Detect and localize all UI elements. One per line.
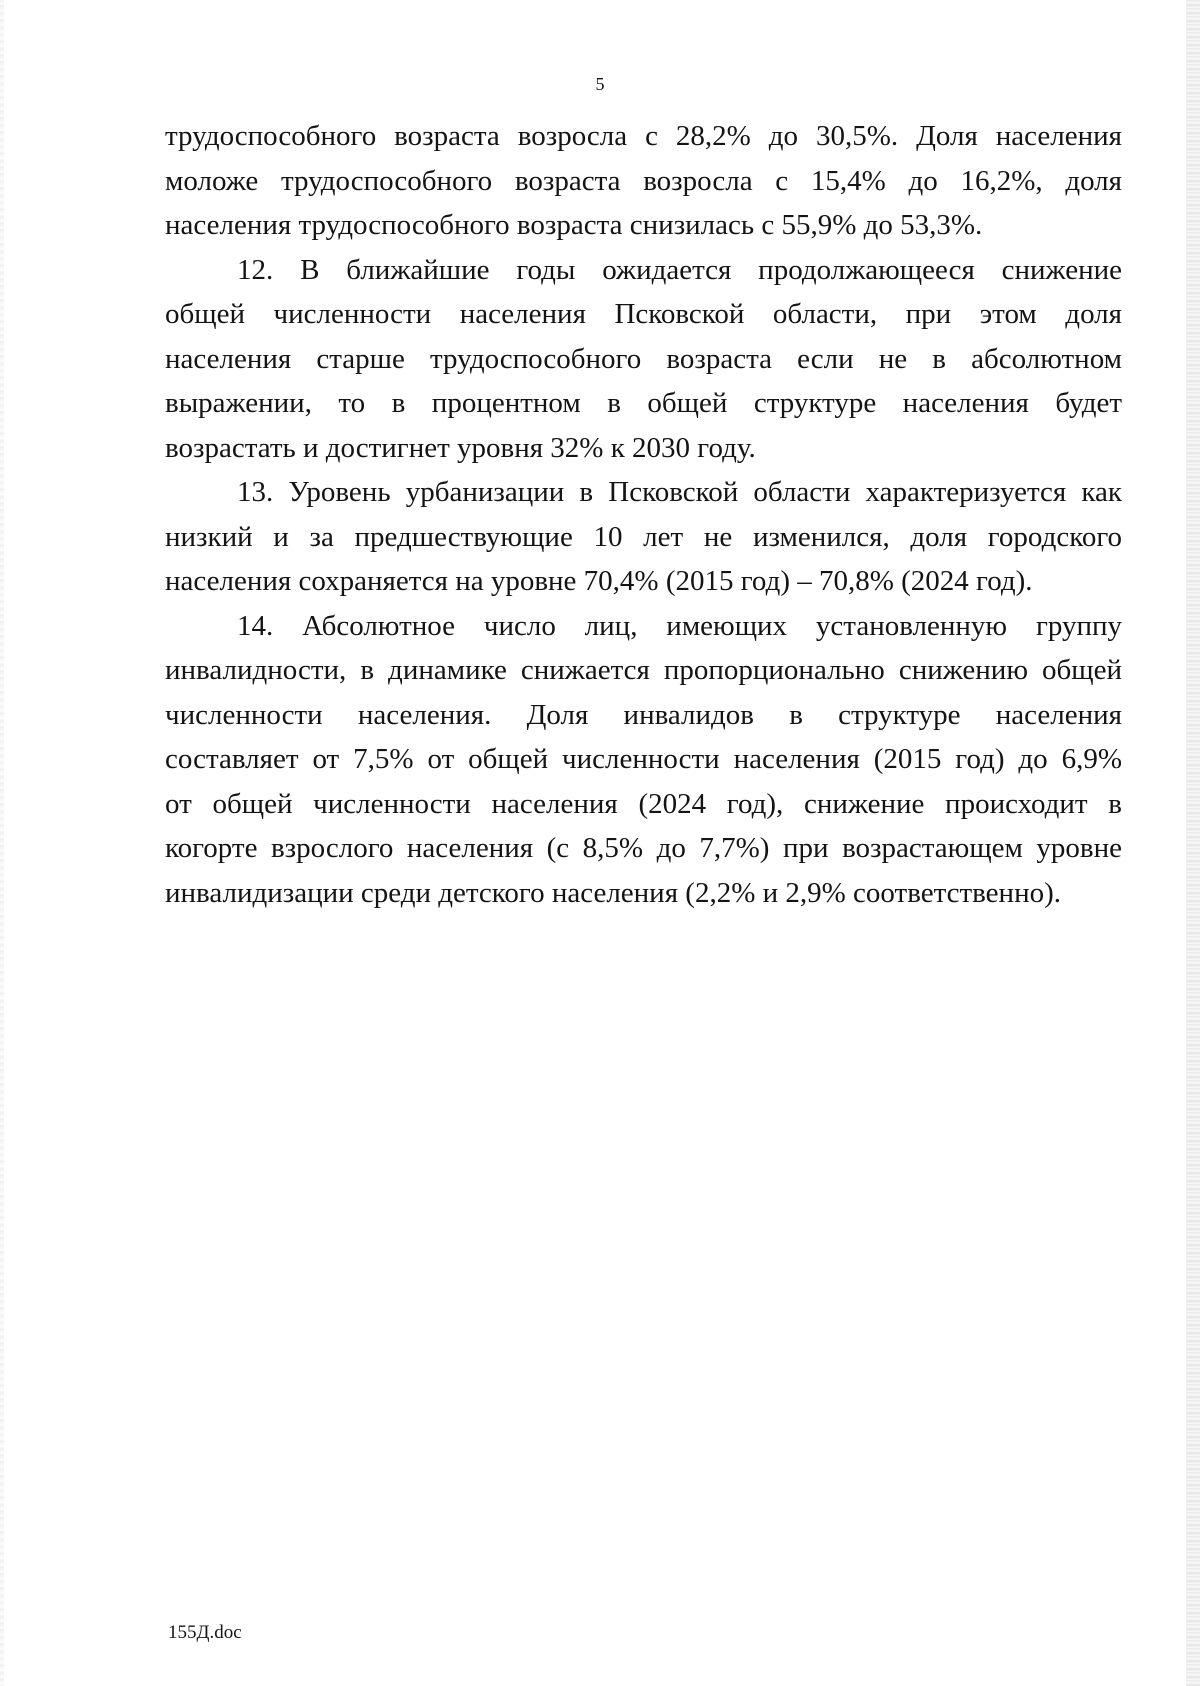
text-line: когорте взрослого населения (с 8,5% до 7,7%) при возрастающем уровне <box>165 832 1122 864</box>
scan-edge-right <box>1186 0 1200 1686</box>
text-line: низкий и за предшествующие 10 лет не изменился, доля городского <box>165 520 1122 553</box>
text-line: населения трудоспособного возраста снизилась с 55,9% до 53,3%. <box>165 209 983 241</box>
text-line: трудоспособного возраста возросла с 28,2% до 30,5%. Доля населения <box>165 120 1122 152</box>
paragraph-continuation <box>165 114 1122 248</box>
text-line: моложе трудоспособного возраста возросла с 15,4% до 16,2%, доля <box>165 164 1122 197</box>
text-line: от общей численности населения (2024 год), снижение происходит в <box>165 787 1122 820</box>
text-line: инвалидизации среди детского населения (2,2% и 2,9% соответственно). <box>165 876 1061 909</box>
text-line: выражении, то в процентном в общей структуре населения будет <box>165 387 1122 419</box>
text-line: населения старше трудоспособного возраста если не в абсолютном <box>165 342 1122 375</box>
document-body <box>165 114 1122 915</box>
text-line: возрастать и достигнет уровня 32% к 2030 году. <box>165 431 756 464</box>
paragraph-12 <box>165 248 1122 471</box>
text-line: составляет от 7,5% от общей численности населения (2015 год) до 6,9% <box>165 743 1122 775</box>
text-line: инвалидности, в динамике снижается пропорционально снижению общей <box>165 654 1122 686</box>
text-line: общей численности населения Псковской области, при этом доля <box>165 298 1122 330</box>
page-number: 5 <box>595 74 605 94</box>
text-line: 12. В ближайшие годы ожидается продолжающееся снижение <box>237 253 1122 286</box>
paragraph-14 <box>165 604 1122 916</box>
footer-filename: 155Д.doc <box>168 1622 242 1643</box>
paragraph-13 <box>165 470 1122 604</box>
text-line: 14. Абсолютное число лиц, имеющих установленную группу <box>237 609 1122 642</box>
text-line: 13. Уровень урбанизации в Псковской области характеризуется как <box>237 476 1122 508</box>
text-line: численности населения. Доля инвалидов в структуре населения <box>165 698 1122 731</box>
text-line: населения сохраняется на уровне 70,4% (2015 год) – 70,8% (2024 год). <box>165 565 1033 597</box>
scan-edge-left <box>0 0 4 1686</box>
